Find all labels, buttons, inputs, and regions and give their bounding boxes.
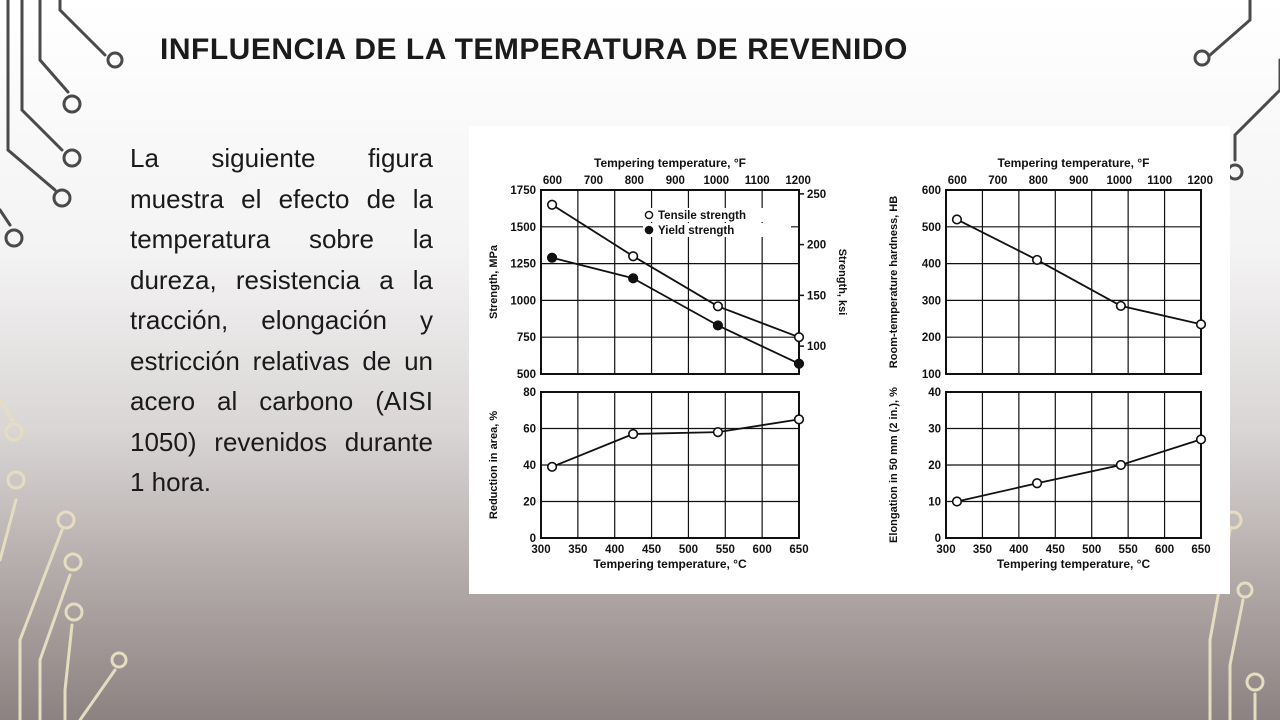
elongation-ylabel: Elongation in 50 mm (2 in.), %: [888, 387, 900, 543]
reduction-ylabel: Reduction in area, %: [488, 410, 500, 520]
slide-body-text: La siguiente figura muestra el efecto de la temperatura sobre la dureza, resistencia a la tracción, elongación y estricción relativas de un acero al carbono (AISI 1050) revenidos durante 1 hora.: [130, 143, 433, 497]
reduction-xlabel: Tempering temperature, °C: [593, 557, 747, 571]
elongation-xtick-label: 300: [936, 544, 956, 556]
elongation-xtick-label: 500: [1082, 544, 1102, 556]
hardness-top-tick-label: 800: [1028, 175, 1048, 187]
reduction-xtick-label: 650: [789, 544, 809, 556]
strength-legend-marker: [645, 211, 652, 218]
reduction-ytick-label: 0: [529, 533, 536, 545]
hardness-top-tick-label: 900: [1069, 175, 1089, 187]
hardness-top-axis-title: Tempering temperature, °F: [997, 156, 1150, 170]
hardness-top-tick-label: 700: [988, 175, 1008, 187]
strength-top-axis-title: Tempering temperature, °F: [594, 156, 746, 170]
strength-ytick-label: 750: [516, 332, 536, 345]
strength-legend-marker: [645, 226, 652, 233]
strength-y2tick-label: 100: [807, 341, 827, 354]
hardness-ytick-label: 300: [921, 295, 941, 308]
strength-data-point: [548, 253, 557, 262]
strength-y2tick-label: 200: [807, 239, 827, 252]
reduction-ytick-label: 40: [523, 460, 536, 472]
strength-data-point: [795, 333, 804, 342]
reduction-data-point: [629, 430, 638, 439]
elongation-ytick-label: 40: [928, 387, 941, 399]
strength-top-tick-label: 900: [665, 175, 685, 187]
reduction-ytick-label: 60: [523, 423, 536, 436]
elongation-xtick-label: 350: [972, 544, 993, 556]
strength-y2tick-label: 150: [807, 290, 827, 303]
hardness-top-tick-label: 1100: [1147, 175, 1173, 187]
tempering-charts-figure: [469, 126, 1230, 594]
strength-data-point: [714, 302, 723, 311]
elongation-xtick-label: 650: [1191, 544, 1211, 556]
strength-top-tick-label: 700: [583, 175, 604, 187]
elongation-xtick-label: 400: [1009, 544, 1029, 556]
hardness-top-tick-label: 600: [947, 175, 967, 187]
elongation-ytick-label: 10: [928, 496, 941, 509]
strength-ytick-label: 1250: [510, 258, 536, 271]
hardness-top-tick-label: 1000: [1106, 175, 1133, 187]
hardness-data-point: [1117, 302, 1126, 311]
hardness-data-point: [953, 215, 962, 224]
elongation-xtick-label: 450: [1045, 544, 1065, 556]
strength-legend-label: Yield strength: [658, 225, 735, 237]
reduction-data-point: [795, 415, 804, 424]
reduction-xtick-label: 500: [678, 544, 699, 556]
hardness-ytick-label: 400: [921, 258, 941, 271]
strength-ytick-label: 1750: [510, 185, 536, 197]
hardness-data-point: [1197, 320, 1206, 329]
elongation-data-point: [1117, 461, 1126, 470]
elongation-xtick-label: 550: [1118, 544, 1138, 556]
reduction-ytick-label: 80: [523, 387, 536, 399]
elongation-chart: [946, 392, 1205, 538]
reduction-xtick-label: 350: [568, 544, 588, 556]
reduction-data-point: [548, 463, 557, 472]
reduction-data-point: [714, 428, 723, 437]
strength-y2tick-label: 250: [807, 188, 827, 201]
hardness-data-point: [1033, 256, 1042, 265]
elongation-ytick-label: 20: [928, 460, 941, 472]
strength-data-point: [629, 274, 638, 283]
strength-top-tick-label: 600: [542, 175, 563, 187]
elongation-xtick-label: 600: [1154, 544, 1175, 556]
hardness-ytick-label: 600: [921, 185, 941, 197]
reduction-xtick-label: 400: [605, 544, 625, 556]
hardness-frame: [946, 190, 1201, 374]
strength-top-tick-label: 1000: [703, 175, 730, 187]
hardness-ytick-label: 100: [921, 369, 941, 381]
strength-ytick-label: 1000: [510, 295, 536, 308]
strength-legend-label: Tensile strength: [658, 210, 746, 222]
elongation-data-point: [1033, 479, 1042, 488]
reduction-chart: [541, 392, 803, 538]
reduction-xtick-label: 550: [715, 544, 735, 556]
strength-top-tick-label: 800: [624, 175, 644, 187]
reduction-xtick-label: 450: [641, 544, 662, 556]
strength-y2label: Strength, ksi: [836, 248, 848, 316]
hardness-chart: [946, 190, 1205, 374]
reduction-xtick-label: 300: [531, 544, 551, 556]
hardness-ytick-label: 200: [921, 332, 941, 345]
hardness-top-tick-label: 1200: [1187, 175, 1213, 187]
figure-panel: [469, 126, 1230, 594]
strength-ytick-label: 500: [516, 369, 536, 381]
strength-ylabel: Strength, MPa: [488, 245, 500, 319]
strength-data-point: [629, 252, 638, 261]
elongation-data-point: [953, 497, 962, 506]
elongation-ytick-label: 30: [928, 423, 941, 436]
strength-data-point: [714, 321, 723, 330]
elongation-data-point: [1197, 435, 1206, 444]
reduction-ytick-label: 20: [523, 496, 536, 509]
strength-data-point: [548, 200, 557, 209]
slide-title: INFLUENCIA DE LA TEMPERATURA DE REVENIDO: [160, 33, 908, 66]
elongation-xlabel: Tempering temperature, °C: [996, 557, 1151, 571]
strength-top-tick-label: 1100: [744, 175, 770, 187]
reduction-xtick-label: 600: [752, 544, 772, 556]
strength-data-point: [795, 359, 804, 368]
hardness-ylabel: Room-temperature hardness, HB: [888, 195, 900, 369]
strength-top-tick-label: 1200: [785, 175, 811, 187]
hardness-ytick-label: 500: [921, 221, 941, 234]
strength-ytick-label: 1500: [510, 221, 536, 234]
elongation-ytick-label: 0: [934, 533, 941, 545]
